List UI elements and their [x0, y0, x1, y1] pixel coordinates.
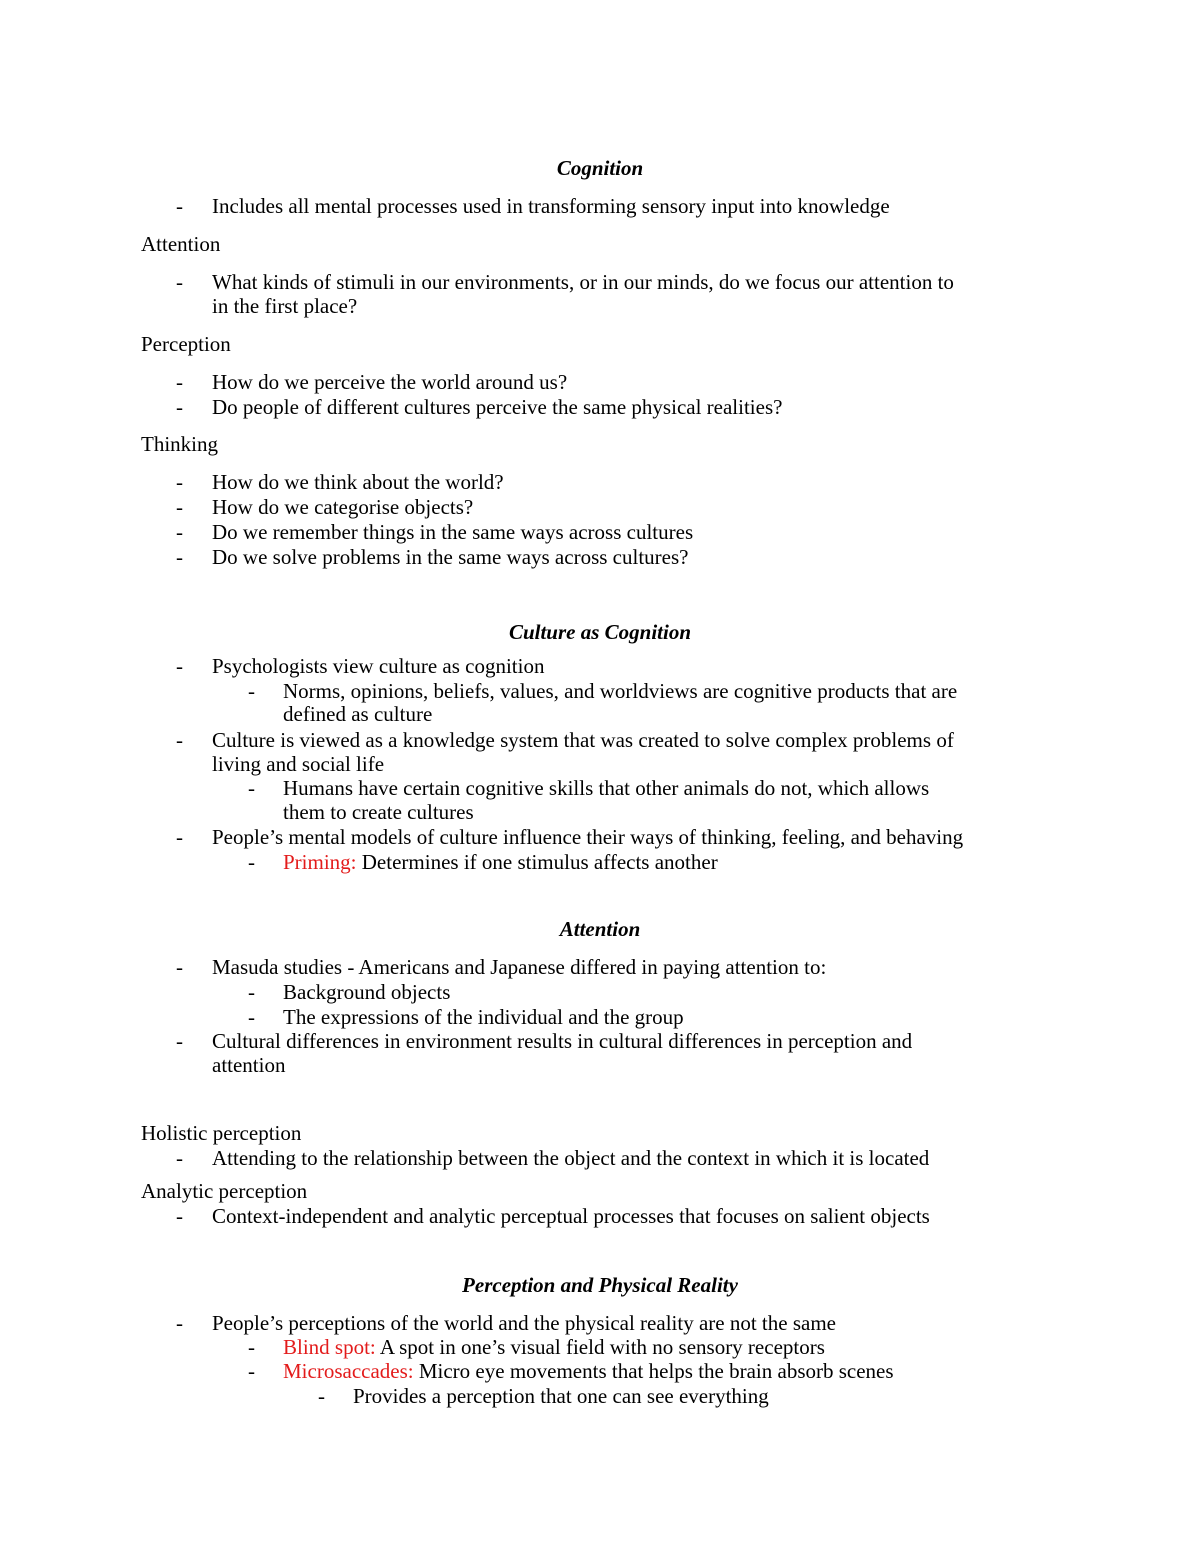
- attention-bullet-2: Cultural differences in environment results in cultural differences in perception and: [212, 1029, 913, 1053]
- bullet-dash: -: [176, 825, 183, 849]
- reality-sub-1: [283, 1335, 825, 1359]
- term-priming: Priming:: [283, 850, 357, 874]
- bullet-dash: -: [248, 679, 255, 703]
- culture-sub-3: [283, 850, 718, 874]
- bullet-dash: -: [176, 370, 183, 394]
- reality-bullet-1: People’s perceptions of the world and the physical reality are not the same: [212, 1311, 836, 1335]
- heading-cognition: Cognition: [556, 156, 644, 180]
- thinking-bullet-3: Do we remember things in the same ways across cultures: [212, 520, 694, 544]
- bullet-dash: -: [176, 654, 183, 678]
- attention-sub-1: Background objects: [283, 980, 451, 1004]
- bullet-dash: -: [176, 395, 183, 419]
- culture-bullet-1: Psychologists view culture as cognition: [212, 654, 545, 678]
- attention-bullet-1: Masuda studies - Americans and Japanese differed in paying attention to:: [212, 955, 827, 979]
- bullet-dash: -: [176, 728, 183, 752]
- bullet-dash: -: [176, 1146, 183, 1170]
- bullet-dash: -: [176, 270, 183, 294]
- attention-intro-bullet-1: What kinds of stimuli in our environments, or in our minds, do we focus our attention to: [212, 270, 954, 294]
- label-thinking: Thinking: [141, 432, 218, 456]
- attention-sub-2: The expressions of the individual and the group: [283, 1005, 684, 1029]
- analytic-bullet-1: Context-independent and analytic perceptual processes that focuses on salient objects: [212, 1204, 930, 1228]
- reality-sub-2: [283, 1359, 894, 1383]
- bullet-dash: -: [176, 194, 183, 218]
- heading-culture-as-cognition: Culture as Cognition: [508, 620, 692, 644]
- cognition-bullet-1: Includes all mental processes used in transforming sensory input into knowledge: [212, 194, 890, 218]
- definition-microsaccades: Micro eye movements that helps the brain absorb scenes: [413, 1359, 894, 1383]
- definition-blind-spot: A spot in one’s visual field with no sensory receptors: [375, 1335, 825, 1359]
- culture-bullet-2-cont: living and social life: [212, 752, 385, 776]
- label-perception: Perception: [141, 332, 231, 356]
- culture-sub-1-cont: defined as culture: [283, 702, 433, 726]
- bullet-dash: -: [176, 1029, 183, 1053]
- bullet-dash: -: [176, 495, 183, 519]
- bullet-dash: -: [248, 1359, 255, 1383]
- culture-sub-1: Norms, opinions, beliefs, values, and worldviews are cognitive products that are: [283, 679, 958, 703]
- culture-bullet-2: Culture is viewed as a knowledge system that was created to solve complex problems of: [212, 728, 954, 752]
- bullet-dash: -: [176, 1311, 183, 1335]
- thinking-bullet-1: How do we think about the world?: [212, 470, 504, 494]
- bullet-dash: -: [176, 545, 183, 569]
- bullet-dash: -: [248, 1335, 255, 1359]
- bullet-dash: -: [248, 980, 255, 1004]
- holistic-bullet-1: Attending to the relationship between the object and the context in which it is located: [212, 1146, 930, 1170]
- bullet-dash: -: [248, 1005, 255, 1029]
- bullet-dash: -: [248, 850, 255, 874]
- bullet-dash: -: [318, 1384, 325, 1408]
- term-blind-spot: Blind spot:: [283, 1335, 376, 1359]
- attention-bullet-2-cont: attention: [212, 1053, 286, 1077]
- bullet-dash: -: [176, 470, 183, 494]
- culture-sub-2-cont: them to create cultures: [283, 800, 474, 824]
- culture-sub-2: Humans have certain cognitive skills that other animals do not, which allows: [283, 776, 930, 800]
- label-analytic-perception: Analytic perception: [141, 1179, 308, 1203]
- culture-bullet-3: People’s mental models of culture influence their ways of thinking, feeling, and behaving: [212, 825, 964, 849]
- label-holistic-perception: Holistic perception: [141, 1121, 302, 1145]
- bullet-dash: -: [176, 955, 183, 979]
- term-microsaccades: Microsaccades:: [283, 1359, 414, 1383]
- label-attention: Attention: [141, 232, 221, 256]
- bullet-dash: -: [176, 1204, 183, 1228]
- bullet-dash: -: [176, 520, 183, 544]
- reality-sub-sub-1: Provides a perception that one can see everything: [353, 1384, 769, 1408]
- bullet-dash: -: [248, 776, 255, 800]
- heading-perception-and-physical-reality: Perception and Physical Reality: [462, 1273, 738, 1297]
- perception-bullet-1: How do we perceive the world around us?: [212, 370, 568, 394]
- thinking-bullet-2: How do we categorise objects?: [212, 495, 474, 519]
- definition-priming: Determines if one stimulus affects another: [356, 850, 718, 874]
- thinking-bullet-4: Do we solve problems in the same ways across cultures?: [212, 545, 689, 569]
- heading-attention: Attention: [559, 917, 641, 941]
- attention-intro-bullet-1-cont: in the first place?: [212, 294, 358, 318]
- perception-bullet-2: Do people of different cultures perceive the same physical realities?: [212, 395, 783, 419]
